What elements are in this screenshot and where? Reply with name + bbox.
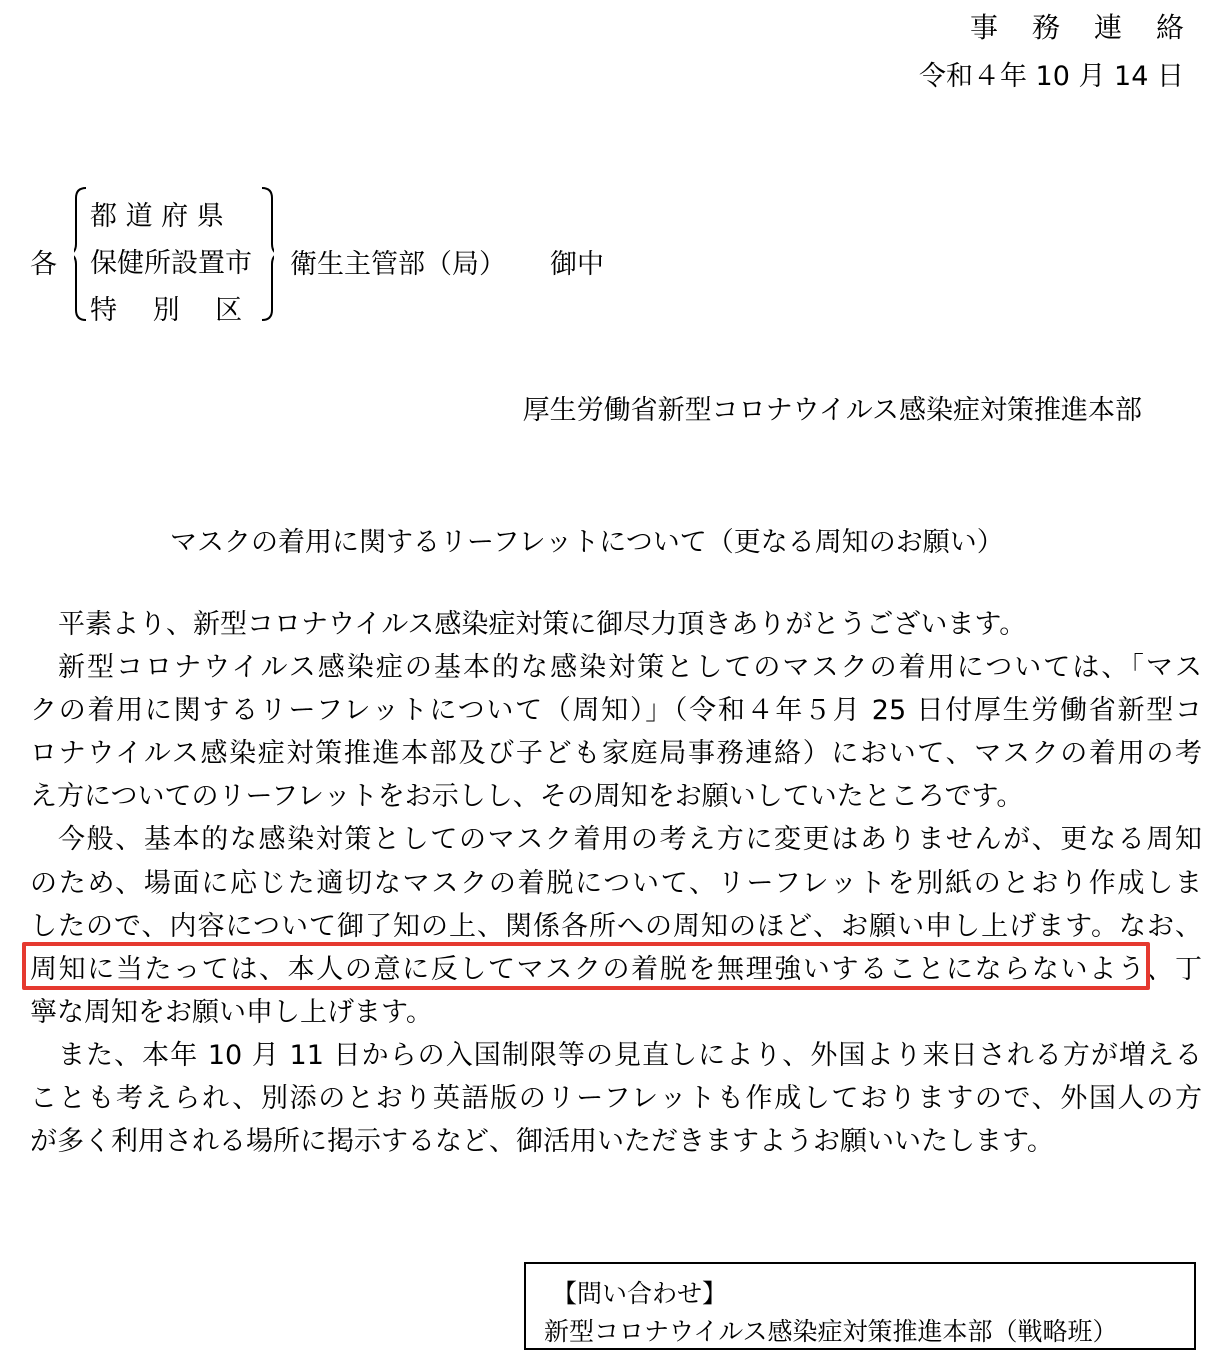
body-line: ことも考えられ、別添のとおり英語版のリーフレットも作成しておりますので、外国人の方 xyxy=(30,1083,1202,1115)
body-line: ロナウイルス感染症対策推進本部及び子ども家庭局事務連絡）において、マスクの着用の考 xyxy=(30,738,1202,770)
body-line: クの着用に関するリーフレットについて（周知）」（令和４年５月 25 日付厚生労働省新型コ xyxy=(30,695,1202,727)
document-type-char: 務 xyxy=(1031,11,1060,44)
document-type-char: 事 xyxy=(969,11,998,44)
document-type-char: 絡 xyxy=(1155,11,1184,44)
contact-body: 新型コロナウイルス感染症対策推進本部（戦略班） xyxy=(544,1317,1118,1346)
document-type-char: 連 xyxy=(1093,11,1122,44)
addressee-line: 都 道 府 県 xyxy=(90,201,224,232)
body-line: 平素より、新型コロナウイルス感染症対策に御尽力頂きありがとうございます。 xyxy=(58,609,1027,640)
document-type xyxy=(970,6,1184,46)
body-line: 新型コロナウイルス感染症の基本的な感染対策としてのマスクの着用については、「マス xyxy=(58,652,1202,684)
body-line: え方についてのリーフレットをお示しし、その周知をお願いしていたところです。 xyxy=(30,781,1024,813)
contact-heading: 【問い合わせ】 xyxy=(552,1279,728,1308)
addressee-department: 衛生主管部（局） xyxy=(290,249,506,280)
document-title: マスクの着用に関するリーフレットについて（更なる周知のお願い） xyxy=(170,527,1004,558)
body-line-highlighted: 周知に当たっては、本人の意に反してマスクの着脱を無理強いすることにならないよう、丁 xyxy=(30,953,1202,985)
addressee-prefix: 各 xyxy=(30,249,57,280)
body-line: のため、場面に応じた適切なマスクの着脱について、リーフレットを別紙のとおり作成しま xyxy=(30,867,1202,899)
contact-box xyxy=(524,1262,1196,1350)
body-line: 寧な周知をお願い申し上げます。 xyxy=(30,996,433,1028)
body-text xyxy=(30,603,1202,1163)
document-date: 令和４年 10 月 14 日 xyxy=(918,61,1184,92)
body-line: 今般、基本的な感染対策としてのマスク着用の考え方に変更はありませんが、更なる周知 xyxy=(58,824,1202,856)
addressee-line: 特 別 区 xyxy=(90,295,243,326)
body-line: が多く利用される場所に掲示するなど、御活用いただきますようお願いいたします。 xyxy=(30,1126,1054,1158)
addressee-list xyxy=(74,186,274,326)
sender: 厚生労働省新型コロナウイルス感染症対策推進本部 xyxy=(522,395,1142,426)
addressee-line: 保健所設置市 xyxy=(90,248,252,279)
addressee-honorific: 御中 xyxy=(550,249,604,280)
body-line: したので、内容について御了知の上、関係各所への周知のほど、お願い申し上げます。なお、 xyxy=(30,910,1202,942)
body-line: また、本年 10 月 11 日からの入国制限等の見直しにより、外国より来日される方が増える xyxy=(58,1039,1202,1071)
